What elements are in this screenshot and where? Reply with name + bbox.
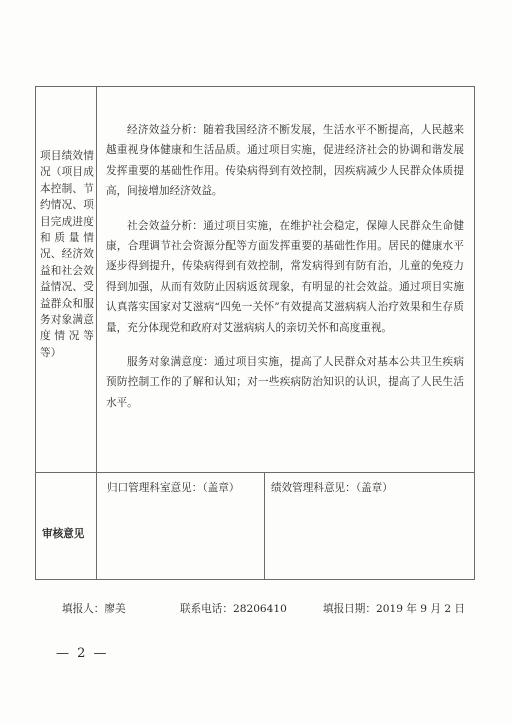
performance-opinion-label: 绩效管理科意见：（盖章）: [271, 482, 393, 494]
review-opinion-label: 审核意见: [42, 528, 85, 540]
page-number: — 2 —: [56, 646, 109, 661]
fill-date: 填报日期：2019 年 9 月 2 日: [323, 603, 466, 615]
social-benefit-paragraph: 社会效益分析：通过项目实施，在维护社会稳定，保障人民群众生命健康，合理调节社会资源分配等方面发挥重要的基础性作用。居民的健康水平逐步得到提升，传染病得到有效控制，常发病得到有防有治，儿童的免疫力得到加强，从而有效防止因病返贫现象，有明显的社会效益。通过项目实施认真落实国家对艾滋病“四免一关怀”有效提高艾滋病病人治疗效果和生存质量，充分体现党和政府对艾滋病病人的亲切关怀和高度重视。: [106, 219, 464, 334]
filler-name: 填报人：廖美: [62, 603, 126, 615]
economic-benefit-paragraph: 经济效益分析：随着我国经济不断发展，生活水平不断提高，人民越来越重视身体健康和生活品质。通过项目实施，促进经济社会的协调和谐发展发挥重要的基础性作用。传染病得到有效控制，因疾病减少人民群众体质提高，间接增加经济效益。: [106, 124, 464, 198]
review-divider: [264, 472, 265, 580]
performance-content: [106, 120, 464, 413]
satisfaction-paragraph: 服务对象满意度：通过项目实施，提高了人民群众对基本公共卫生疾病预防控制工作的了解和认知；对一些疾病防治知识的认识，提高了人民生活水平。: [106, 356, 464, 409]
contact-phone: 联系电话：28206410: [180, 603, 287, 615]
row-divider: [35, 472, 475, 473]
department-opinion-label: 归口管理科室意见：（盖章）: [107, 482, 240, 494]
performance-row-label: 项目绩效情况（项目成本控制、节约情况、项目完成进度和质量情况、经济效益和社会效益情况、受益群众和服务对象满意度情况等等）: [40, 150, 94, 359]
column-divider: [96, 86, 97, 580]
